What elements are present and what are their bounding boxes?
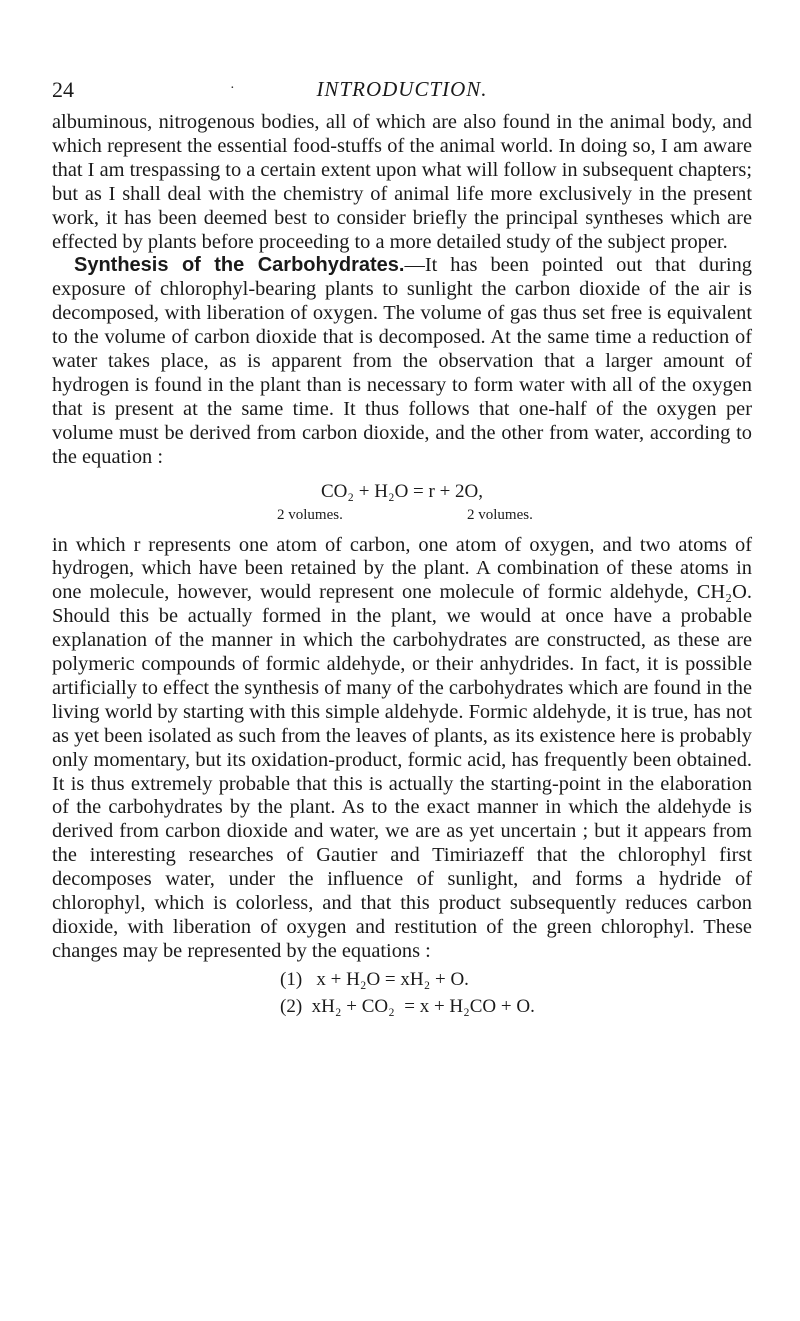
paragraph-1: albuminous, nitrogenous bodies, all of which are also found in the animal body, and which represent the essential food-stuffs of the animal world. In doing so, I am aware that I am trespassing to a certain extent upon what will follow in subsequent chapters; but as I shall deal with the chemistry of animal life more exclusively in the present work, it has been deemed best to consider briefly the principal syntheses which are effected by plants before proceeding to a more detailed study of the subject proper.: [52, 111, 752, 253]
section-heading: Synthesis of the Carbohydrates.: [74, 254, 405, 277]
chapter-title: INTRODUCTION.: [316, 77, 488, 101]
paragraph-2: [52, 254, 752, 469]
equation-volume-notes: [52, 504, 752, 526]
volume-note-left: 2 volumes.: [277, 506, 343, 523]
equations-block: [280, 966, 752, 1020]
equation-2: (2) xH₂ + CO₂ = x + H₂CO + O.: [280, 995, 535, 1017]
main-equation: CO₂ + H₂O = r + 2O,: [320, 480, 484, 502]
volume-note-right: 2 volumes.: [467, 506, 533, 523]
page-number: 24: [52, 77, 74, 102]
header-dot: ·: [230, 81, 235, 96]
running-head: [52, 77, 752, 105]
paragraph-2-text: —It has been pointed out that during exposure of chlorophyl-bearing plants to sunlight the carbon dioxide of the air is decomposed, with liberation of oxygen. The volume of gas thus set free is equivalent to the volume of carbon dioxide that is decomposed. At the same time a reduction of water takes place, as is apparent from the observation that a larger amount of hydrogen is found in the plant than is necessary to form water with all of the oxygen that is present at the same time. It thus follows that one-half of the oxygen per volume must be derived from carbon dioxide, and the other from water, according to the equation :: [52, 254, 752, 468]
paragraph-3: in which r represents one atom of carbon, one atom of oxygen, and two atoms of hydrogen, which have been retained by the plant. A combination of these atoms in one molecule, however, would represent one molecule of formic aldehyde, CH₂O. Should this be actually formed in the plant, we would at once have a probable explanation of the manner in which the carbohydrates are constructed, as these are polymeric compounds of formic aldehyde, or their anhydrides. In fact, it is possible artificially to effect the synthesis of many of the carbohydrates which are found in the living world by starting with this simple aldehyde. Formic aldehyde, it is true, has not as yet been isolated as such from the leaves of plants, as its existence here is probably only momentary, but its oxidation-product, formic acid, has frequently been obtained. It is thus extremely probable that this is actually the starting-point in the elaboration of the carbohydrates by the plant. As to the exact manner in which the aldehyde is derived from carbon dioxide and water, we are as yet uncertain ; but it appears from the interesting researches of Gautier and Timiriazeff that the chlorophyl first decomposes water, under the influence of sunlight, and forms a hydride of chlorophyl, which is colorless, and that this product subsequently reduces carbon dioxide, with liberation of oxygen and restitution of the green chlorophyl. These changes may be represented by the equations :: [52, 533, 752, 962]
equation-1: (1) x + H₂O = xH₂ + O.: [280, 968, 469, 990]
body-text: [52, 111, 752, 1020]
